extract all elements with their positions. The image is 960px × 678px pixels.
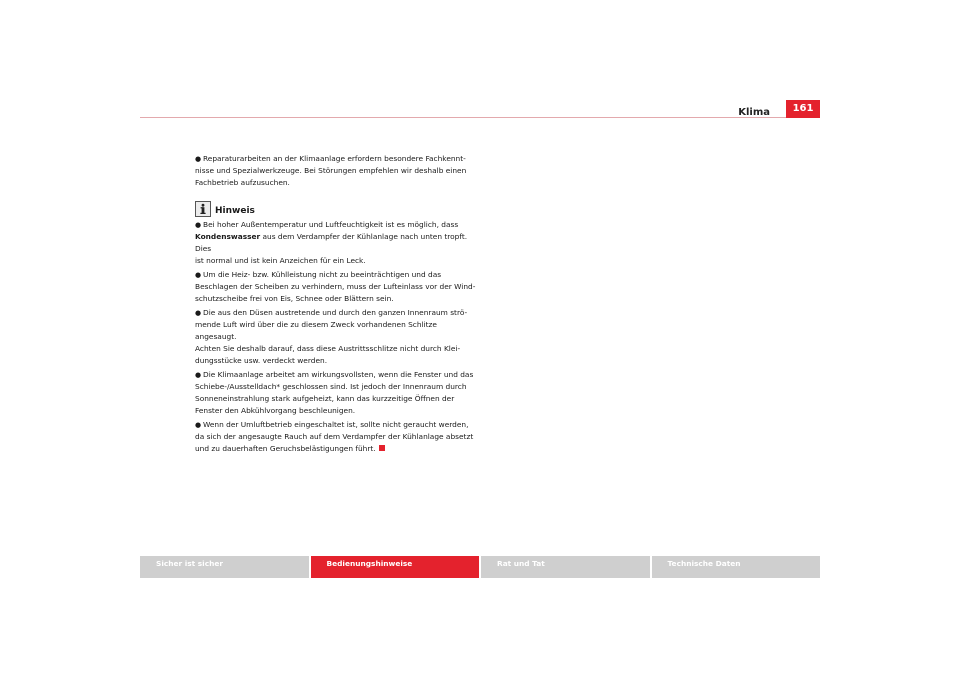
footer-nav: [140, 556, 820, 578]
tab-rat-und-tat[interactable]: Rat und Tat: [481, 556, 650, 578]
tab-technische-daten[interactable]: Technische Daten: [652, 556, 821, 578]
note-item: [195, 269, 480, 305]
note-item: [195, 369, 480, 417]
bullet-icon: ●: [195, 421, 202, 429]
note-item-text: Um die Heiz- bzw. Kühlleistung nicht zu beeinträchtigen und das Beschlagen der Scheiben zu verhindern, muss der Lufteinlass vor der Wind- schutzscheibe frei von Eis, Schnee oder Blättern sein.: [195, 270, 476, 303]
intro-text: Reparaturarbeiten an der Klimaanlage erfordern besondere Fachkennt- nisse und Spezialwerkzeuge. Bei Störungen empfehlen wir deshalb einen Fachbetrieb aufzusuchen.: [195, 154, 467, 187]
tab-bedienungshinweise[interactable]: Bedienungshinweise: [311, 556, 480, 578]
note-item-text: Wenn der Umluftbetrieb eingeschaltet ist, sollte nicht geraucht werden, da sich der angesaugte Rauch auf dem Verdampfer der Kühlanlage absetzt und zu dauerhaften Geruchsbelästigungen führt.: [195, 420, 474, 453]
end-of-section-mark: [379, 445, 385, 451]
bullet-icon: ●: [195, 309, 202, 317]
bullet-icon: ●: [195, 221, 202, 229]
note-item: [195, 419, 480, 455]
bullet-icon: ●: [195, 371, 202, 379]
intro-paragraph: [195, 153, 480, 189]
page-number: 161: [786, 100, 820, 118]
bullet-icon: ●: [195, 271, 202, 279]
note-item: [195, 307, 480, 367]
tab-sicher-ist-sicher[interactable]: Sicher ist sicher: [140, 556, 309, 578]
info-icon: [195, 201, 211, 217]
note-title: Hinweis: [215, 206, 255, 216]
main-content: [195, 153, 480, 457]
note-item-text: Die aus den Düsen austretende und durch den ganzen Innenraum strö- mende Luft wird über die zu diesem Zweck vorhandenen Schlitze angesaugt. Achten Sie deshalb darauf, dass diese Austrittsschlitze nicht durch Klei- dungsstücke usw. verdeckt werden.: [195, 308, 468, 365]
note-item: [195, 219, 480, 267]
header-rule: [140, 117, 820, 118]
note-item-text: Die Klimaanlage arbeitet am wirkungsvollsten, wenn die Fenster und das Schiebe-/Ausstelldach* geschlossen sind. Ist jedoch der Innenraum durch Sonneneinstrahlung stark aufgeheizt, kann das kurzzeitige Öffnen der Fenster den Abkühlvorgang beschleunigen.: [195, 370, 474, 415]
note-item-strong: Kondenswasser: [195, 232, 261, 241]
bullet-icon: ●: [195, 155, 202, 163]
note-heading: [195, 201, 480, 217]
note-item-text: Bei hoher Außentemperatur und Luftfeuchtigkeit ist es möglich, dass: [203, 220, 459, 229]
section-title: Klima: [738, 107, 770, 118]
note-item-text: aus dem Verdampfer der Kühlanlage nach unten tropft. Dies ist normal und ist kein Anzeichen für ein Leck.: [195, 232, 468, 265]
